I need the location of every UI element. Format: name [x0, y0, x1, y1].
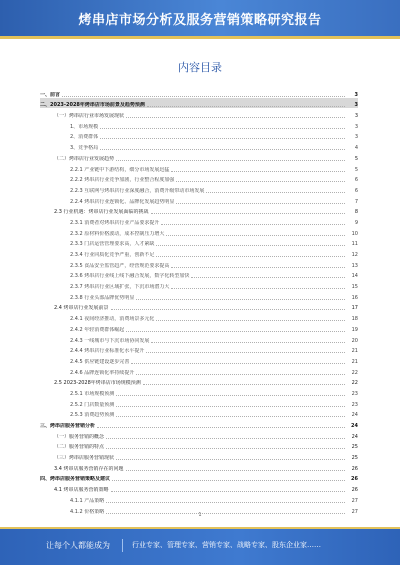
toc-entry-page: 21 — [351, 348, 358, 355]
toc-leader-dots — [111, 309, 345, 310]
toc-entry-page: 3 — [354, 91, 358, 98]
toc-entry-page: 13 — [351, 262, 358, 269]
toc-entry-page: 7 — [354, 198, 358, 205]
toc-entry-page: 9 — [354, 219, 358, 226]
toc-entry-label: 2.4.6 品牌连锁化率持续提升 — [70, 369, 135, 376]
toc-leader-dots — [106, 438, 345, 439]
toc-leader-dots — [143, 384, 345, 385]
toc-entry-label: 二、2023-2028年烤串店市场前景及趋势预测 — [40, 102, 145, 109]
toc-entry-label: 2.3.3 门店运营管理要求高，人才紧缺 — [70, 241, 155, 248]
toc-entry[interactable] — [40, 237, 358, 248]
toc-entry[interactable] — [40, 461, 358, 472]
toc-entry[interactable] — [40, 269, 358, 280]
toc-entry[interactable] — [40, 205, 358, 216]
toc-entry[interactable] — [40, 482, 358, 493]
toc-leader-dots — [191, 277, 345, 278]
toc-entry[interactable] — [40, 472, 358, 483]
footer-accent-stripe — [0, 527, 400, 529]
toc-entry-label: 三、烤串店服务营销分析 — [40, 423, 96, 429]
toc-leader-dots — [156, 256, 345, 257]
toc-leader-dots — [166, 235, 345, 236]
toc-leader-dots — [100, 149, 345, 150]
toc-entry-label: 2.5.2 门店数量预测 — [70, 401, 115, 408]
toc-entry-label: 4.1.2 价格策略 — [70, 508, 105, 515]
toc-entry-label: 2.2.2 烤串店行业竞争加剧，行业整合程度加强 — [70, 177, 175, 184]
toc-entry-page: 5 — [354, 155, 358, 162]
toc-leader-dots — [112, 480, 345, 481]
page-number: 1 — [198, 512, 202, 518]
toc-entry-label: 2.4.1 夜间经济推动，消费场景多元化 — [70, 316, 155, 323]
toc-entry[interactable] — [40, 194, 358, 205]
toc-leader-dots — [161, 224, 345, 225]
toc-entry-page: 17 — [351, 305, 358, 312]
toc-entry-page: 22 — [351, 380, 358, 387]
toc-leader-dots — [106, 502, 345, 503]
toc-entry[interactable] — [40, 290, 358, 301]
toc-entry-label: 4.1 烤串店服务营销策略 — [54, 487, 109, 494]
toc-entry-label: （二）服务营销的特点 — [54, 444, 105, 451]
toc-entry-label: 1、市场规模 — [70, 123, 99, 130]
toc-entry-page: 3 — [354, 102, 358, 109]
toc-entry-label: 2.5.1 市场规模预测 — [70, 390, 115, 397]
toc-entry-page: 23 — [351, 401, 358, 408]
toc-entry[interactable] — [40, 162, 358, 173]
toc-entry[interactable] — [40, 247, 358, 258]
toc-entry-label: 2.4.2 年轻消费群体崛起 — [70, 326, 125, 333]
toc-entry-page: 10 — [351, 230, 358, 237]
toc-entry-page: 24 — [351, 433, 358, 440]
toc-entry[interactable] — [40, 440, 358, 451]
toc-leader-dots — [171, 288, 345, 289]
toc-entry-page: 26 — [351, 476, 358, 483]
toc-entry[interactable] — [40, 108, 358, 119]
toc-entry-page: 21 — [351, 358, 358, 365]
toc-entry-label: 2.2.4 烤串店行业连锁化、品牌化发展趋势明显 — [70, 198, 175, 205]
toc-entry[interactable] — [40, 429, 358, 440]
toc-entry[interactable] — [40, 397, 358, 408]
toc-entry-page: 27 — [351, 508, 358, 515]
toc-entry[interactable] — [40, 215, 358, 226]
toc-leader-dots — [116, 406, 345, 407]
toc-entry-label: 2.5 2023-2028年烤串店市场规模预测 — [54, 380, 141, 387]
footer-banner — [0, 527, 400, 565]
toc-entry-label: 2.4.5 供应链建设逐步完善 — [70, 358, 130, 365]
toc-entry-label: 4.1.1 产品策略 — [70, 497, 105, 504]
toc-entry-label: 3、竞争格局 — [70, 145, 99, 152]
toc-entry-page: 5 — [354, 166, 358, 173]
toc-leader-dots — [116, 459, 345, 460]
toc-entry-page: 22 — [351, 369, 358, 376]
toc-entry-label: 2.2.1 产业链中下游结构，细分市场发展迅猛 — [70, 166, 170, 173]
toc-leader-dots — [206, 192, 345, 193]
toc-leader-dots — [116, 416, 345, 417]
toc-entry[interactable] — [40, 493, 358, 504]
toc-entry-page: 6 — [354, 177, 358, 184]
toc-leader-dots — [171, 267, 345, 268]
toc-entry[interactable] — [40, 226, 358, 237]
toc-leader-dots — [147, 106, 345, 107]
toc-entry-label: （一）服务营销的概念 — [54, 433, 105, 440]
toc-entry-label: 2.4.3 一线城市与下沉市场协同发展 — [70, 337, 150, 344]
toc-leader-dots — [106, 448, 345, 449]
toc-entry-label: 2.3.1 消费者对烤串店行业产品要求提升 — [70, 219, 160, 226]
toc-entry-page: 18 — [351, 316, 358, 323]
toc-leader-dots — [131, 363, 345, 364]
toc-leader-dots — [126, 117, 345, 118]
toc-entry-label: 2.3.4 行业同质化竞争严重，创新不足 — [70, 252, 155, 258]
toc-entry[interactable] — [40, 450, 358, 461]
toc-entry-page: 23 — [351, 390, 358, 397]
toc-leader-dots — [176, 203, 345, 204]
toc-leader-dots — [62, 96, 345, 97]
document-page — [0, 39, 400, 527]
toc-entry-page: 25 — [351, 444, 358, 451]
footer-slogan: 让每个人都能成为 — [46, 541, 110, 550]
table-of-contents — [40, 87, 358, 515]
toc-entry-label: 3.4 烤串店服务营销存在的问题 — [54, 465, 124, 472]
toc-leader-dots — [136, 299, 345, 300]
toc-entry-label: 2.3.8 行业头部品牌优势明显 — [70, 294, 135, 301]
toc-entry-page: 15 — [351, 284, 358, 291]
toc-entry[interactable] — [40, 119, 358, 130]
toc-entry[interactable] — [40, 365, 358, 376]
toc-entry-page: 26 — [351, 465, 358, 472]
toc-entry-label: 2、消费群体 — [70, 134, 99, 141]
toc-entry-label: 2.2.3 互联网与烤串店行业深度融合，消费升级带动市场发展 — [70, 187, 205, 194]
toc-entry-page: 27 — [351, 497, 358, 504]
footer-tagline: 行业专家、管理专家、营销专家、战略专家、股东企业家…… — [132, 541, 321, 549]
toc-entry-page: 3 — [354, 113, 358, 120]
toc-entry-label: （一）烤串店行业市场发展现状 — [54, 113, 125, 120]
toc-entry-label: 2.3.5 食品安全监管趋严，经营规范要求提高 — [70, 262, 170, 269]
toc-entry-page: 3 — [354, 123, 358, 130]
toc-entry-label: 2.3.2 原材料价格波动，成本控制压力增大 — [70, 230, 165, 237]
toc-leader-dots — [151, 342, 345, 343]
toc-entry[interactable] — [40, 151, 358, 162]
toc-heading: 内容目录 — [178, 61, 222, 74]
toc-leader-dots — [100, 138, 345, 139]
toc-entry-page: 24 — [351, 423, 358, 429]
toc-entry-page: 14 — [351, 273, 358, 280]
toc-entry-label: 一、前言 — [40, 91, 61, 98]
toc-entry[interactable] — [40, 98, 358, 109]
toc-leader-dots — [151, 213, 345, 214]
toc-leader-dots — [116, 395, 345, 396]
toc-entry-page: 19 — [351, 326, 358, 333]
toc-entry[interactable] — [40, 311, 358, 322]
toc-leader-dots — [97, 427, 345, 428]
toc-entry[interactable] — [40, 354, 358, 365]
toc-entry[interactable] — [40, 333, 358, 344]
toc-entry-page: 26 — [351, 487, 358, 494]
toc-leader-dots — [111, 491, 345, 492]
toc-entry-page: 20 — [351, 337, 358, 344]
toc-entry[interactable] — [40, 183, 358, 194]
toc-entry-label: 四、烤串店服务营销策略及建议 — [40, 476, 111, 483]
toc-entry-page: 11 — [351, 241, 358, 248]
toc-leader-dots — [156, 320, 345, 321]
toc-leader-dots — [126, 331, 345, 332]
toc-leader-dots — [146, 352, 345, 353]
toc-entry-page: 24 — [351, 412, 358, 419]
toc-entry-page: 12 — [351, 252, 358, 258]
toc-entry-page: 4 — [354, 145, 358, 152]
toc-leader-dots — [171, 171, 345, 172]
toc-entry[interactable] — [40, 279, 358, 290]
toc-entry[interactable] — [40, 322, 358, 333]
toc-entry-label: 2.3.6 烤串店行业线上线下融合发展，数字化转型加快 — [70, 273, 190, 280]
toc-entry-page: 16 — [351, 294, 358, 301]
header-banner — [0, 0, 400, 36]
toc-entry[interactable] — [40, 258, 358, 269]
toc-leader-dots — [136, 374, 345, 375]
toc-entry-label: 2.3.7 烤串店行业区域扩张，下沉市场潜力大 — [70, 284, 170, 291]
toc-entry[interactable] — [40, 87, 358, 98]
toc-leader-dots — [116, 160, 345, 161]
toc-entry[interactable] — [40, 344, 358, 355]
toc-entry[interactable] — [40, 386, 358, 397]
toc-entry-label: （三）烤串店服务营销现状 — [54, 455, 115, 462]
toc-entry-label: 2.4.4 烤串店行业标准化水平提升 — [70, 348, 145, 355]
toc-entry[interactable] — [40, 173, 358, 184]
toc-entry[interactable] — [40, 140, 358, 151]
footer-divider — [122, 539, 123, 552]
toc-entry-label: 2.5.3 消费趋势预测 — [70, 412, 115, 419]
toc-entry-label: （二）烤串店行业发展趋势 — [54, 155, 115, 162]
report-title: 烤串店市场分析及服务营销策略研究报告 — [78, 13, 322, 28]
toc-entry[interactable] — [40, 130, 358, 141]
toc-leader-dots — [100, 128, 345, 129]
toc-entry[interactable] — [40, 418, 358, 429]
toc-entry-page: 8 — [354, 209, 358, 216]
toc-entry[interactable] — [40, 301, 358, 312]
toc-entry-label: 2.4 烤串店行业发展前景 — [54, 305, 109, 312]
toc-entry[interactable] — [40, 408, 358, 419]
toc-entry-label: 2.3 行业机遇：烤串店行业发展面临的挑战 — [54, 209, 149, 216]
toc-leader-dots — [126, 470, 345, 471]
toc-entry[interactable] — [40, 376, 358, 387]
toc-leader-dots — [156, 245, 345, 246]
toc-leader-dots — [176, 181, 345, 182]
toc-entry-page: 3 — [354, 134, 358, 141]
toc-entry-page: 25 — [351, 455, 358, 462]
toc-entry-page: 6 — [354, 187, 358, 194]
